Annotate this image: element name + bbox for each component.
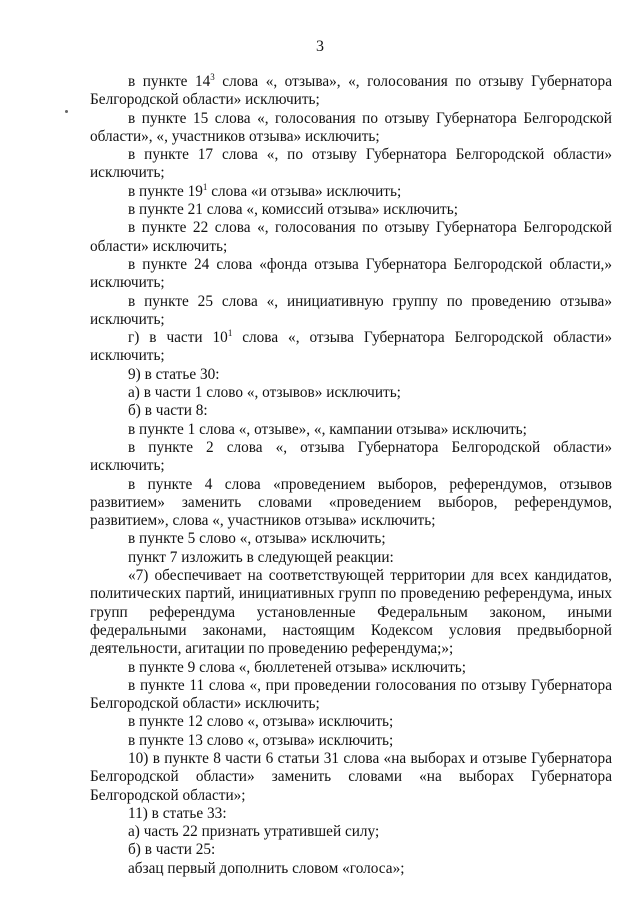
paragraph: в пункте 13 слово «, отзыва» исключить;	[128, 731, 394, 749]
paragraph: а) в части 1 слово «, отзывов» исключить;	[128, 384, 401, 402]
paragraph: в пункте 12 слово «, отзыва» исключить;	[128, 713, 394, 731]
paragraph: б) в части 25:	[128, 841, 216, 859]
paragraph: 11) в статье 33:	[128, 804, 227, 822]
paragraph: «7) обеспечивает на соответствующей территории для всех кандидатов, политических партий, инициативных групп по проведению референдума, иных групп референдума установленные Федеральным законом, иными федеральными законами, настоящим Кодексом условия предвыборной деятельности, агитации по проведению референдума;»;	[90, 567, 612, 658]
paragraph: 9) в статье 30:	[128, 365, 220, 383]
paragraph: в пункте 25 слова «, инициативную группу по проведению отзыва» исключить;	[90, 292, 612, 328]
paragraph: в пункте 1 слова «, отзыве», «, кампании отзыва» исключить;	[128, 420, 527, 438]
paragraph: 10) в пункте 8 части 6 статьи 31 слова «на выборах и отзыве Губернатора Белгородской области» заменить словами «на выборах Губернатора Белгородской области»;	[90, 749, 612, 804]
paragraph: в пункте 17 слова «, по отзыву Губернатора Белгородской области» исключить;	[90, 146, 612, 182]
paragraph: в пункте 22 слова «, голосования по отзыву Губернатора Белгородской области» исключить;	[90, 219, 612, 255]
paragraph: в пункте $14^3$ слова «, отзыва», «, голосования по отзыву Губернатора Белгородской области» исключить;	[90, 71, 612, 109]
paragraph: в пункте 5 слово «, отзыва» исключить;	[128, 530, 386, 548]
paragraph: г) в части $10^1$ слова «, отзыва Губернатора Белгородской области» исключить;	[90, 328, 612, 365]
paragraph: в пункте 21 слова «, комиссий отзыва» исключить;	[128, 201, 458, 219]
document-body	[90, 73, 612, 878]
paragraph: абзац первый дополнить словом «голоса»;	[128, 859, 405, 877]
paragraph: в пункте 15 слова «, голосования по отзыву Губернатора Белгородской области», «, участников отзыва» исключить;	[90, 109, 612, 145]
paragraph: пункт 7 изложить в следующей реакции:	[128, 548, 394, 566]
paragraph: б) в части 8:	[128, 402, 208, 420]
paragraph: в пункте 11 слова «, при проведении голосования по отзыву Губернатора Белгородской области» исключить;	[90, 676, 612, 713]
paragraph: в пункте 24 слова «фонда отзыва Губернатора Белгородской области,» исключить;	[90, 255, 612, 292]
paragraph: в пункте $19^1$ слова «и отзыва» исключить;	[128, 181, 402, 200]
paragraph: в пункте 2 слова «, отзыва Губернатора Белгородской области» исключить;	[90, 438, 612, 475]
paragraph: в пункте 9 слова «, бюллетеней отзыва» исключить;	[128, 658, 467, 676]
page-number: 3	[316, 38, 324, 55]
paragraph: а) часть 22 признать утратившей силу;	[128, 823, 380, 841]
paragraph: в пункте 4 слова «проведением выборов, референдумов, отзывов развитием» заменить словами «проведением выборов, референдумов, развитием», слова «, участников отзыва» исключить;	[90, 475, 612, 530]
margin-dot	[65, 110, 68, 113]
